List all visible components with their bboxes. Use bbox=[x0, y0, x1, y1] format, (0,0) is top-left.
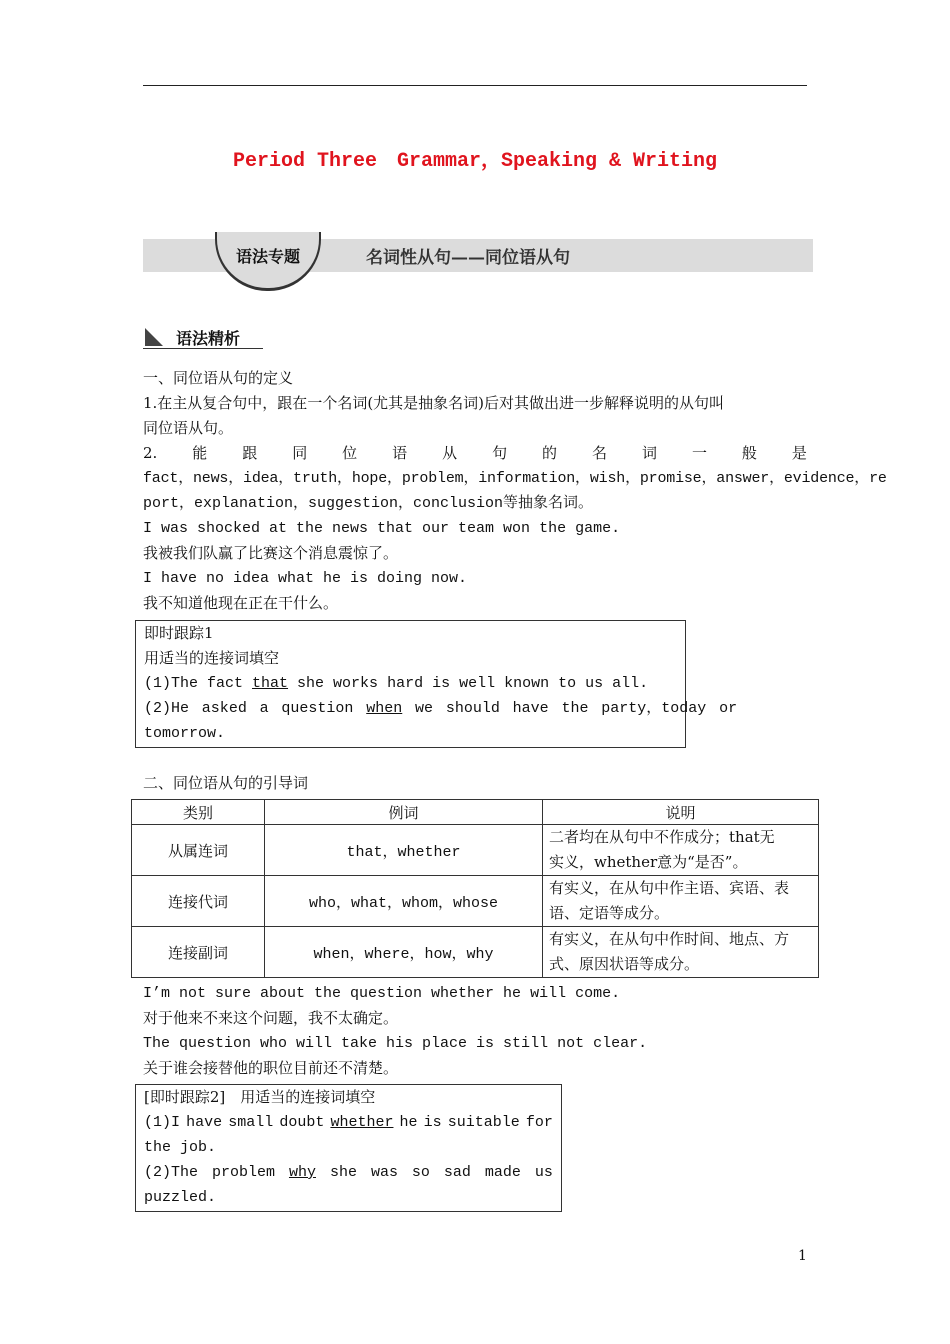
justified-word: was bbox=[370, 1164, 398, 1181]
connectives-table bbox=[131, 799, 819, 978]
justified-word: 能 bbox=[192, 444, 208, 462]
table-cell-type: 连接副词 bbox=[132, 927, 265, 978]
table-cell-type: 连接代词 bbox=[132, 876, 265, 927]
justified-word: 跟 bbox=[242, 444, 258, 462]
banner-topic: 名词性从句——同位语从句 bbox=[366, 248, 570, 268]
box1-question-2: (2)He asked a question when we should have the party，today or bbox=[144, 700, 738, 717]
justified-word: (2)The bbox=[144, 1164, 199, 1181]
justified-word: 从 bbox=[442, 444, 458, 462]
table-cell-examples: that，whether bbox=[265, 825, 543, 876]
paragraph-2c: port，explanation，suggestion，conclusion等抽象名词。 bbox=[143, 495, 594, 512]
page-number: 1 bbox=[798, 1248, 807, 1264]
example-2-en: I have no idea what he is doing now. bbox=[143, 570, 468, 587]
page-title: Period Three Grammar，Speaking & Writing bbox=[232, 150, 718, 173]
justified-word: made bbox=[484, 1164, 521, 1181]
box1-question-2-cont: tomorrow. bbox=[144, 725, 226, 742]
justified-word: small bbox=[228, 1114, 274, 1131]
box2-question-2-cont: puzzled. bbox=[144, 1189, 217, 1206]
justified-word: 名 bbox=[592, 444, 608, 462]
table-row bbox=[132, 927, 819, 978]
table-cell-examples: when，where，how，why bbox=[265, 927, 543, 978]
table-row bbox=[132, 876, 819, 927]
example-3-en: I’m not sure about the question whether he will come. bbox=[143, 985, 621, 1002]
justified-word: 语 bbox=[392, 444, 408, 462]
justified-word: sad bbox=[443, 1164, 471, 1181]
justified-word: problem bbox=[211, 1164, 275, 1181]
justified-word: 2. bbox=[143, 444, 158, 462]
paragraph-2a bbox=[143, 441, 807, 466]
table-cell-note: 二者均在从句中不作成分；that无 实义，whether意为“是否”。 bbox=[543, 825, 819, 876]
answer-blank: why bbox=[288, 1164, 316, 1181]
practice-box-1 bbox=[135, 620, 738, 748]
paragraph-1a: 1.在主从复合句中，跟在一个名词(尤其是抽象名词)后对其做出进一步解释说明的从句叫 bbox=[143, 394, 725, 412]
part2-heading: 二、同位语从句的引导词 bbox=[143, 774, 309, 792]
table-cell-note: 有实义，在从句中作主语、宾语、表 语、定语等成分。 bbox=[543, 876, 819, 927]
box2-question-2 bbox=[144, 1160, 553, 1185]
box2-title: [即时跟踪2] 用适当的连接词填空 bbox=[144, 1088, 376, 1106]
banner-badge-label: 语法专题 bbox=[235, 247, 300, 266]
top-rule bbox=[143, 85, 807, 86]
justified-word: suitable bbox=[447, 1114, 520, 1131]
justified-word: is bbox=[423, 1114, 442, 1131]
paragraph-1b: 同位语从句。 bbox=[143, 419, 234, 437]
triangle-icon bbox=[145, 328, 163, 346]
table-header-row bbox=[132, 800, 819, 825]
example-1-en: I was shocked at the news that our team won the game. bbox=[143, 520, 621, 537]
table-cell-examples: who，what，whom，whose bbox=[265, 876, 543, 927]
box2-question-1 bbox=[144, 1110, 553, 1135]
box1-instruction: 用适当的连接词填空 bbox=[144, 649, 280, 667]
part1-heading: 一、同位语从句的定义 bbox=[143, 369, 294, 387]
justified-word: she bbox=[329, 1164, 357, 1181]
justified-word: 位 bbox=[342, 444, 358, 462]
box1-title: 即时跟踪1 bbox=[144, 624, 214, 642]
answer-blank: when bbox=[366, 700, 403, 717]
banner-badge bbox=[215, 232, 321, 291]
practice-box-2 bbox=[135, 1084, 562, 1212]
justified-word: for bbox=[525, 1114, 553, 1131]
box1-question-1: (1)The fact that she works hard is well known to us all. bbox=[144, 675, 649, 692]
section-label: 语法精析 bbox=[176, 329, 241, 348]
answer-blank: that bbox=[252, 675, 289, 692]
justified-word: doubt bbox=[279, 1114, 325, 1131]
justified-word: 是 bbox=[791, 444, 807, 462]
justified-word: 句 bbox=[492, 444, 508, 462]
example-1-zh: 我被我们队赢了比赛这个消息震惊了。 bbox=[143, 544, 399, 562]
example-2-zh: 我不知道他现在正在干什么。 bbox=[143, 594, 339, 612]
justified-word: so bbox=[411, 1164, 430, 1181]
table-header: 说明 bbox=[543, 800, 819, 825]
example-4-zh: 关于谁会接替他的职位目前还不清楚。 bbox=[143, 1059, 399, 1077]
paragraph-2b: fact，news，idea，truth，hope，problem，information，wish，promise，answer，evidence，re bbox=[143, 470, 887, 487]
section-header bbox=[143, 326, 263, 349]
table-row bbox=[132, 825, 819, 876]
justified-word: us bbox=[534, 1164, 553, 1181]
example-3-zh: 对于他来不来这个问题，我不太确定。 bbox=[143, 1009, 399, 1027]
justified-word: (1)I bbox=[144, 1114, 181, 1131]
justified-word: 的 bbox=[542, 444, 558, 462]
table-header: 例词 bbox=[265, 800, 543, 825]
example-4-en: The question who will take his place is still not clear. bbox=[143, 1035, 648, 1052]
justified-word: 词 bbox=[641, 444, 657, 462]
answer-blank: whether bbox=[330, 1114, 394, 1131]
justified-word: 般 bbox=[741, 444, 757, 462]
table-header: 类别 bbox=[132, 800, 265, 825]
table-cell-type: 从属连词 bbox=[132, 825, 265, 876]
table-cell-note: 有实义，在从句中作时间、地点、方 式、原因状语等成分。 bbox=[543, 927, 819, 978]
justified-word: have bbox=[186, 1114, 223, 1131]
box2-question-1-cont: the job. bbox=[144, 1139, 217, 1156]
justified-word: 同 bbox=[292, 444, 308, 462]
justified-word: he bbox=[399, 1114, 418, 1131]
justified-word: 一 bbox=[691, 444, 707, 462]
